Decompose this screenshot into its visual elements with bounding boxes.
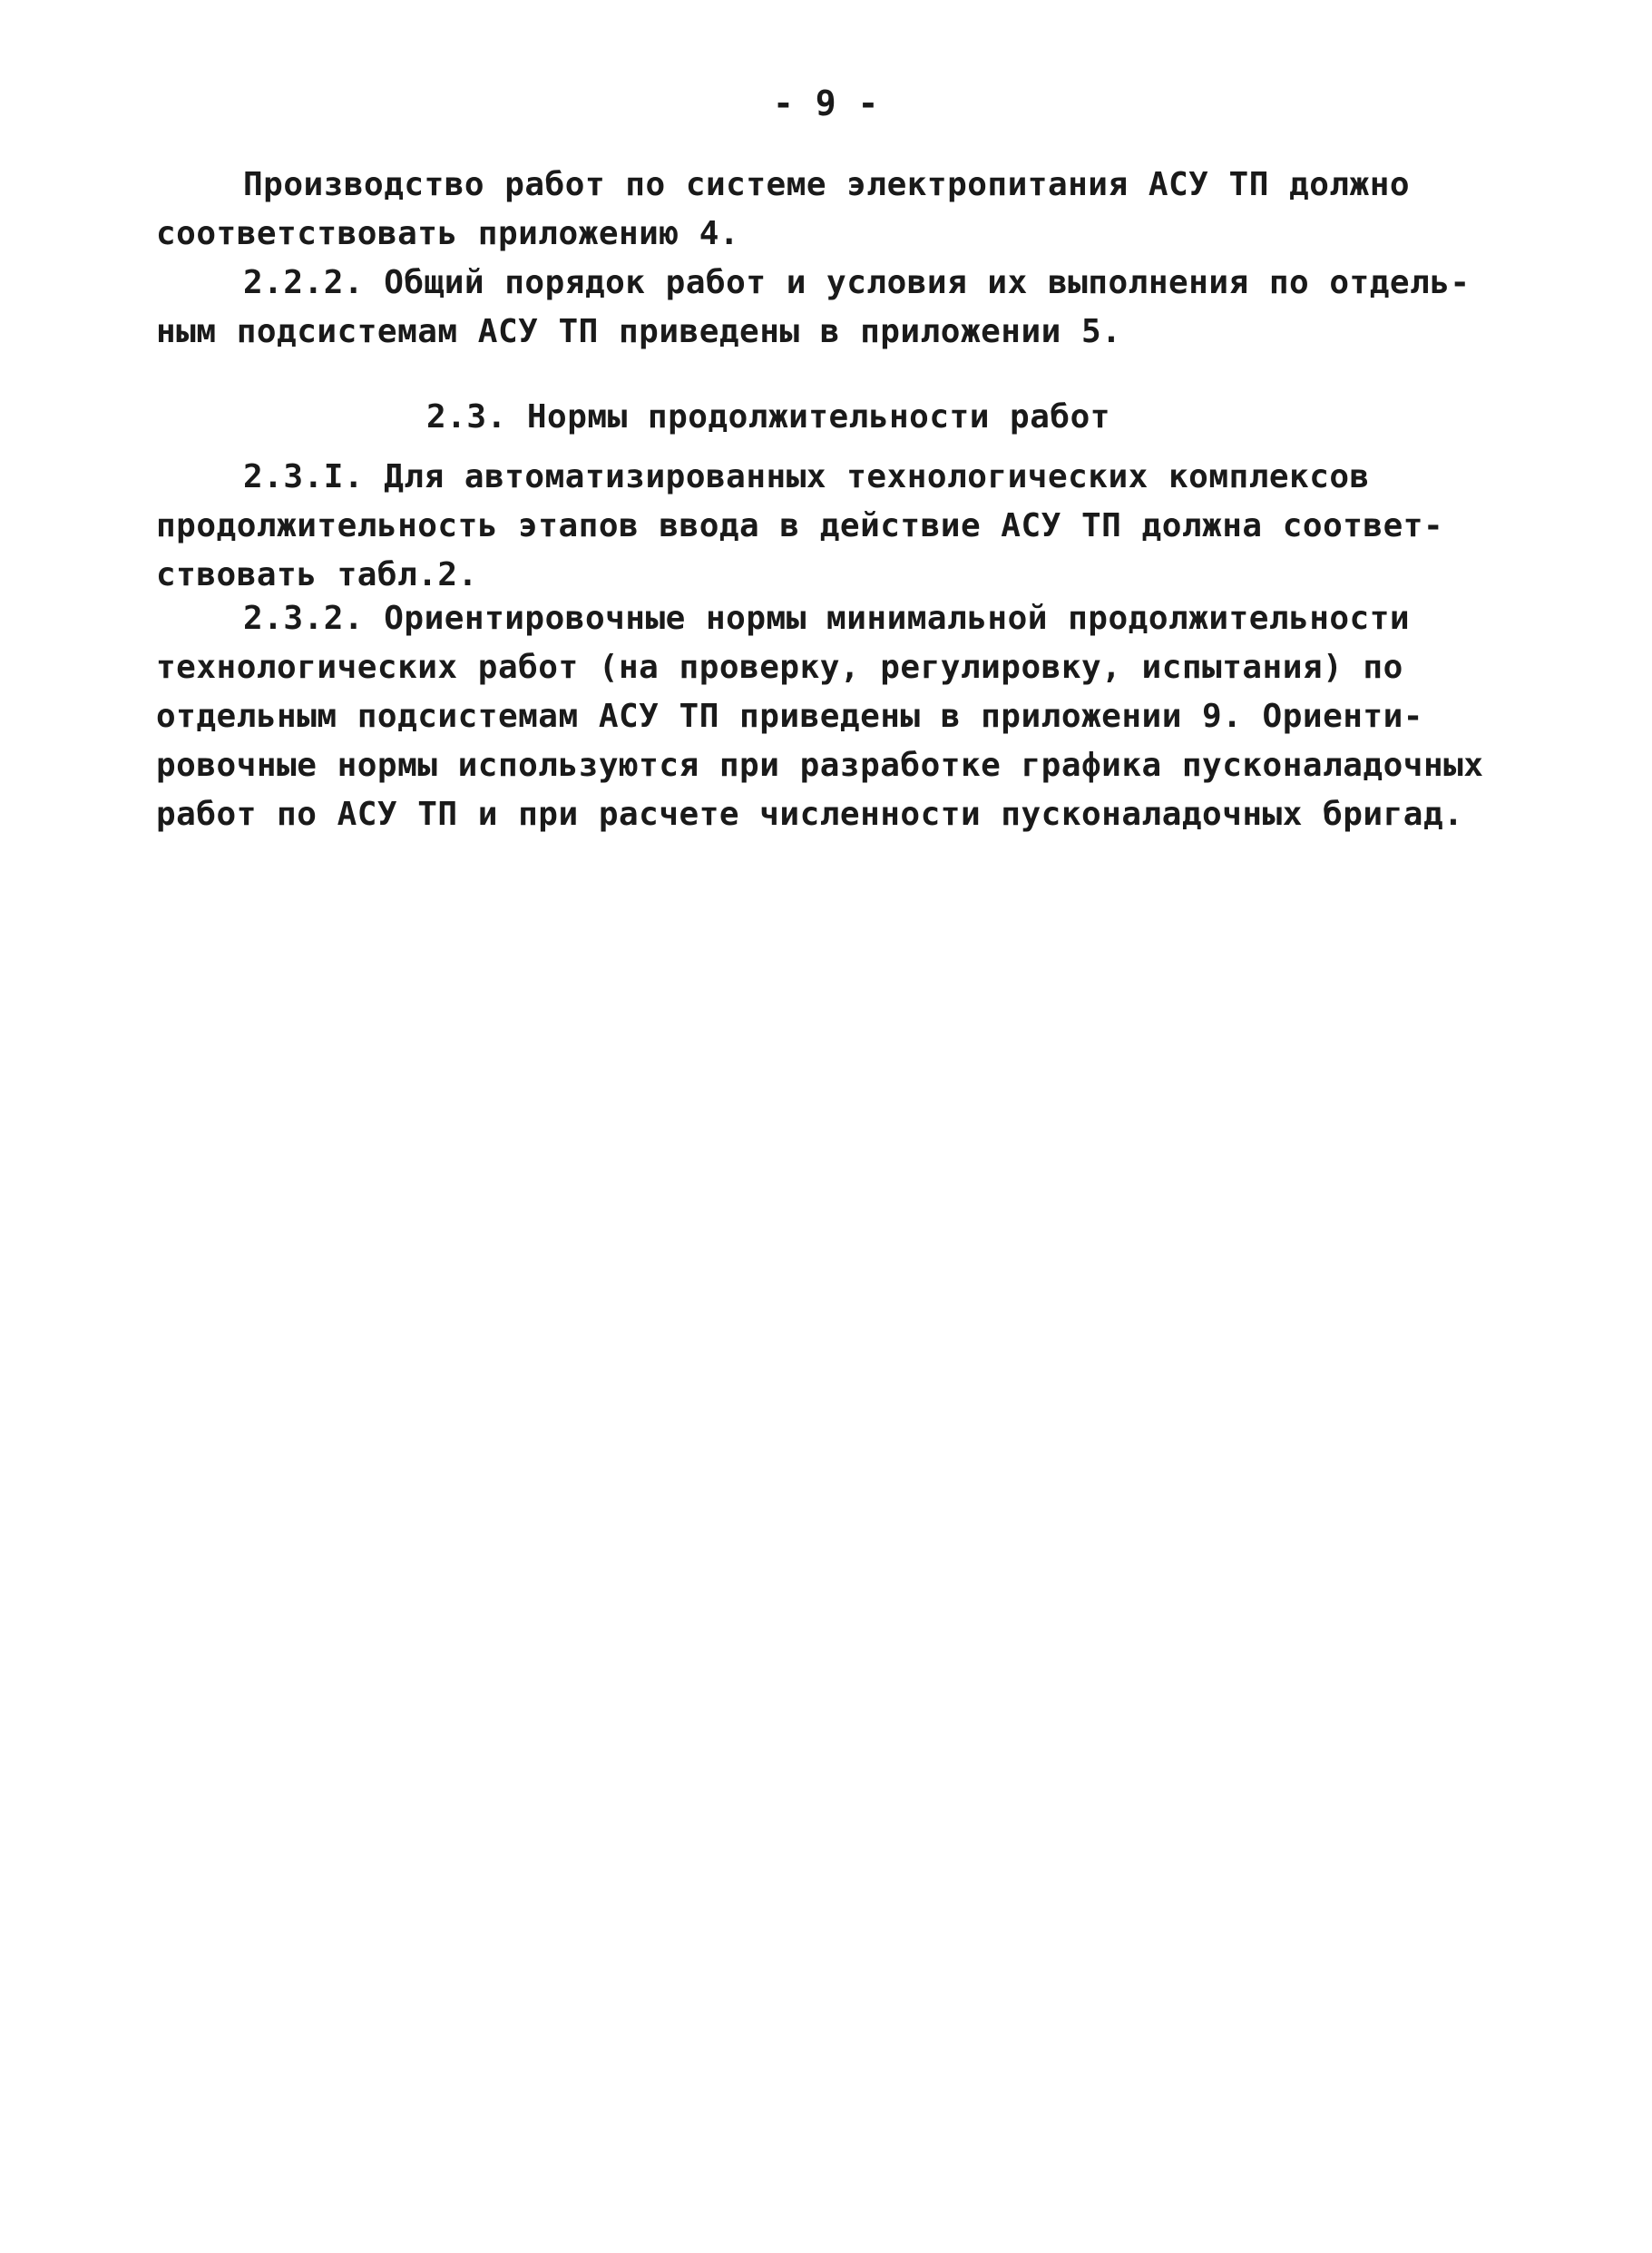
paragraph-3-line-3: ствовать табл.2.: [156, 556, 478, 593]
page-number: - 9 -: [773, 83, 879, 123]
paragraph-1-line-2: соответствовать приложению 4.: [156, 215, 740, 252]
section-heading: 2.3. Нормы продолжительности работ: [426, 398, 1110, 436]
paragraph-4-line-5: работ по АСУ ТП и при расчете численности пусконаладочных бригад.: [156, 796, 1464, 833]
paragraph-4-line-4: ровочные нормы используются при разработке графика пусконаладочных: [156, 747, 1484, 784]
paragraph-2-line-1: 2.2.2. Общий порядок работ и условия их выполнения по отдель-: [243, 264, 1471, 301]
paragraph-4-line-1: 2.3.2. Ориентировочные нормы минимальной продолжительности: [243, 600, 1411, 637]
paragraph-1-line-1: Производство работ по системе электропитания АСУ ТП должно: [243, 166, 1411, 203]
paragraph-4-line-3: отдельным подсистемам АСУ ТП приведены в приложении 9. Ориенти-: [156, 698, 1423, 735]
paragraph-3-line-1: 2.3.I. Для автоматизированных технологических комплексов: [243, 458, 1370, 495]
paragraph-4-line-2: технологических работ (на проверку, регулировку, испытания) по: [156, 649, 1403, 686]
paragraph-2-line-2: ным подсистемам АСУ ТП приведены в приложении 5.: [156, 313, 1122, 350]
paragraph-3-line-2: продолжительность этапов ввода в действие АСУ ТП должна соответ-: [156, 507, 1444, 544]
